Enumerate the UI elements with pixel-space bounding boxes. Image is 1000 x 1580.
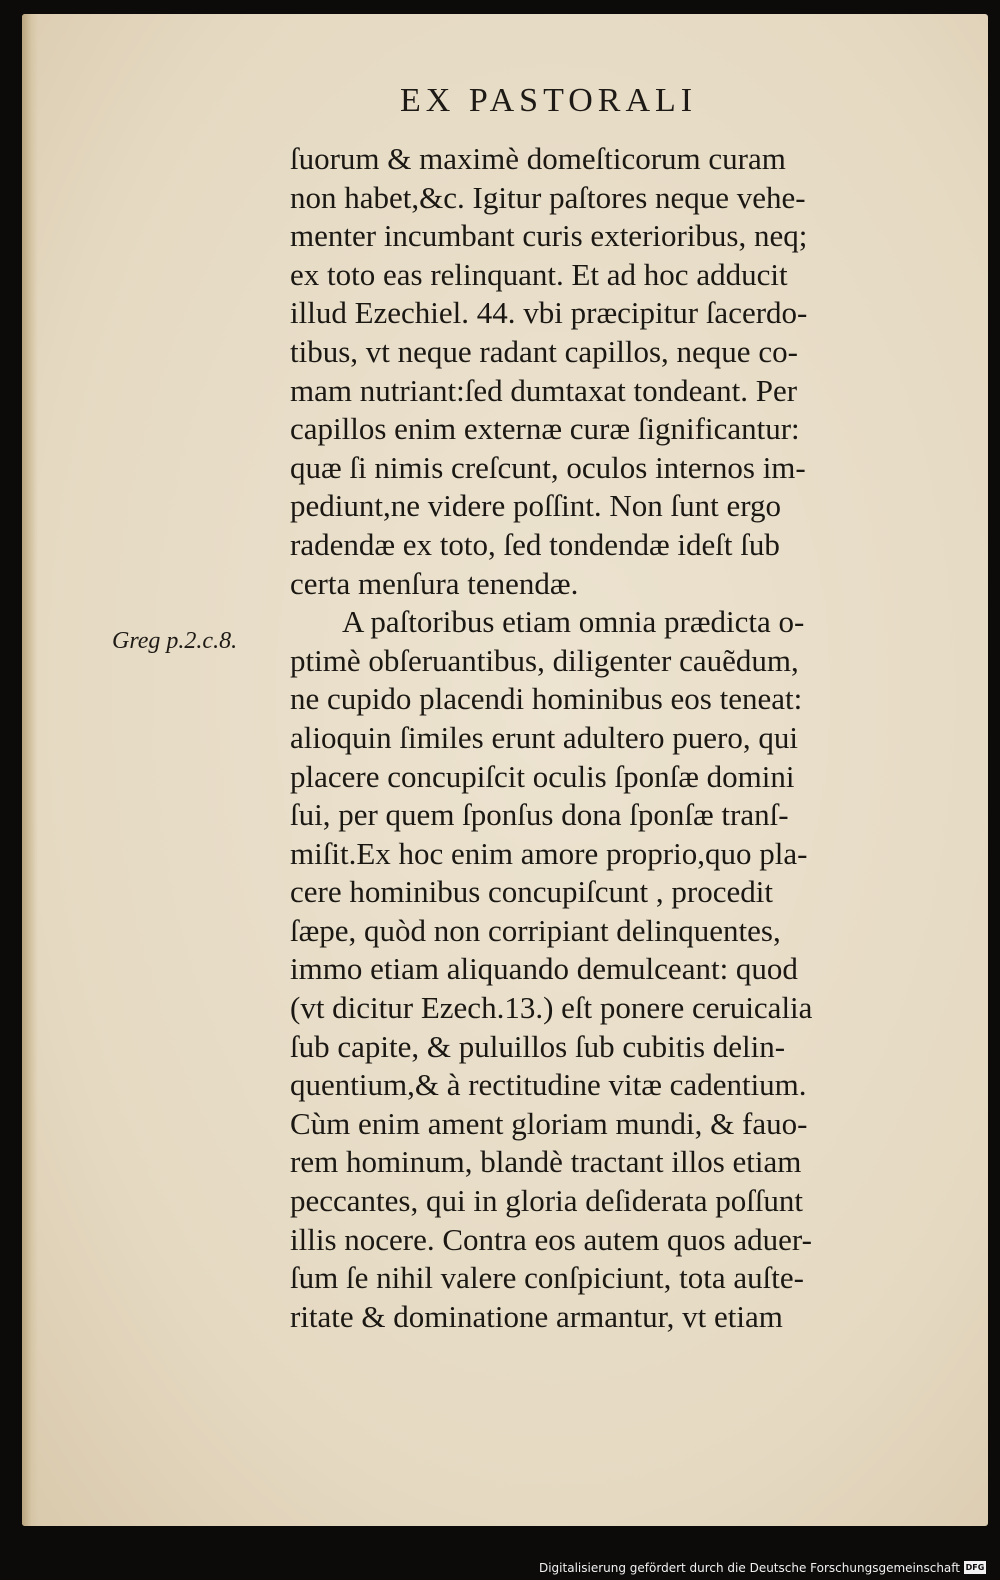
dfg-logo: DFG (965, 1563, 985, 1572)
text-line: placere concupiſcit oculis ſponſæ domini (290, 758, 795, 794)
text-line: mam nutriant:ſed dumtaxat tondeant. Per (290, 372, 798, 408)
text-line: quæ ſi nimis creſcunt, oculos internos im- (290, 449, 806, 485)
text-line: (vt dicitur Ezech.13.) eſt ponere ceruicalia (290, 990, 813, 1026)
text-line: illud Ezechiel. 44. vbi præcipitur ſacerdo- (290, 295, 808, 331)
funding-credit: Digitalisierung gefördert durch die Deutsche Forschungsgemeinschaft (538, 1561, 960, 1575)
text-line: quentium,& à rectitudine vitæ cadentium. (290, 1067, 807, 1103)
text-line: ptimè obſeruantibus, diligenter cauẽdum, (290, 642, 799, 678)
page-edge (22, 14, 38, 1526)
text-line: immo etiam aliquando demulceant: quod (290, 951, 798, 987)
text-line: illis nocere. Contra eos autem quos aduer- (290, 1221, 812, 1257)
running-head: EX PASTORALI (400, 82, 698, 119)
text-block (290, 140, 898, 1336)
text-line: ex toto eas relinquant. Et ad hoc adducit (290, 256, 788, 292)
text-line: certa menſura tenendæ. (290, 565, 579, 601)
text-line: Cùm enim ament gloriam mundi, & fauo- (290, 1105, 808, 1141)
text-line: alioquin ſimiles erunt adultero puero, qui (290, 719, 798, 755)
text-line: pediunt,ne videre poſſint. Non ſunt ergo (290, 488, 782, 524)
footer-bar (0, 1552, 1000, 1580)
text-line: peccantes, qui in gloria deſiderata poſſunt (290, 1183, 804, 1219)
text-line: tibus, vt neque radant capillos, neque co- (290, 333, 798, 369)
text-line: radendæ ex toto, ſed tondendæ ideſt ſub (290, 526, 780, 562)
text-line: ſum ſe nihil valere conſpiciunt, tota auſte- (290, 1260, 804, 1296)
text-line: miſit.Ex hoc enim amore proprio,quo pla- (290, 835, 808, 871)
text-line: ſuorum & maximè domeſticorum curam (290, 141, 786, 176)
text-line: ſui, per quem ſponſus dona ſponſæ tranſ- (290, 797, 789, 833)
text-line: rem hominum, blandè tractant illos etiam (290, 1144, 802, 1180)
marginal-note: Greg p.2.c.8. (112, 628, 238, 654)
text-line: cere hominibus concupiſcunt , procedit (290, 874, 773, 910)
text-line: ritate & dominatione armantur, vt etiam (290, 1298, 783, 1334)
text-line: non habet,&c. Igitur paſtores neque vehe- (290, 179, 806, 215)
text-line: ne cupido placendi hominibus eos teneat: (290, 681, 803, 717)
text-line: A paſtoribus etiam omnia prædicta o- (342, 604, 805, 640)
text-line: menter incumbant curis exterioribus, neq; (290, 218, 808, 254)
text-line: ſub capite, & puluillos ſub cubitis delin- (290, 1028, 786, 1064)
text-line: ſæpe, quòd non corripiant delinquentes, (290, 912, 781, 948)
text-line: capillos enim externæ curæ ſignificantur: (290, 411, 800, 447)
